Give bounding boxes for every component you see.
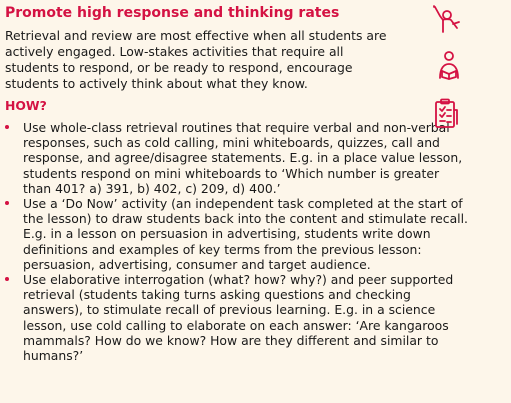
strategy-item-retrieval-routines: Use whole-class retrieval routines that require verbal and non-verbal responses, such as cold calling, mini whiteboards, quizzes, call and response, and agree/disagree statements. E.g. in a place value lesson, students respond on mini whiteboards to ‘Which number is greater than 401? a) 391, b) 402, c) 209, d) 400.’ — [0, 120, 470, 196]
strategy-item-do-now: Use a ‘Do Now’ activity (an independent task completed at the start of the lesson) to draw students back into the content and stimulate recall. E.g. in a lesson on persuasion in advertising, students write down definitions and examples of key terms from the previous lesson: persuasion, advertising, consumer and target audience. — [0, 196, 470, 272]
clipboard-checklist-icon — [433, 98, 459, 130]
person-raising-hand-icon — [431, 4, 463, 34]
section-title: Promote high response and thinking rates — [5, 5, 340, 21]
how-heading: HOW? — [5, 98, 47, 113]
strategy-item-elaborative-interrogation: Use elaborative interrogation (what? how? why?) and peer supported retrieval (students taking turns asking questions and checking answers), to stimulate recall of previous learning. E.g. in a science lesson, use cold calling to elaborate on each answer: ‘Are kangaroos mammals? How do we know? How are they different and similar to humans?’ — [0, 272, 470, 363]
person-reading-icon — [436, 50, 462, 80]
strategy-list — [0, 120, 470, 363]
intro-paragraph: Retrieval and review are most effective when all students are actively engaged. Low-stakes activities that require all students to respond, or be ready to respond, encourage students to actively think about what they know. — [5, 28, 387, 91]
